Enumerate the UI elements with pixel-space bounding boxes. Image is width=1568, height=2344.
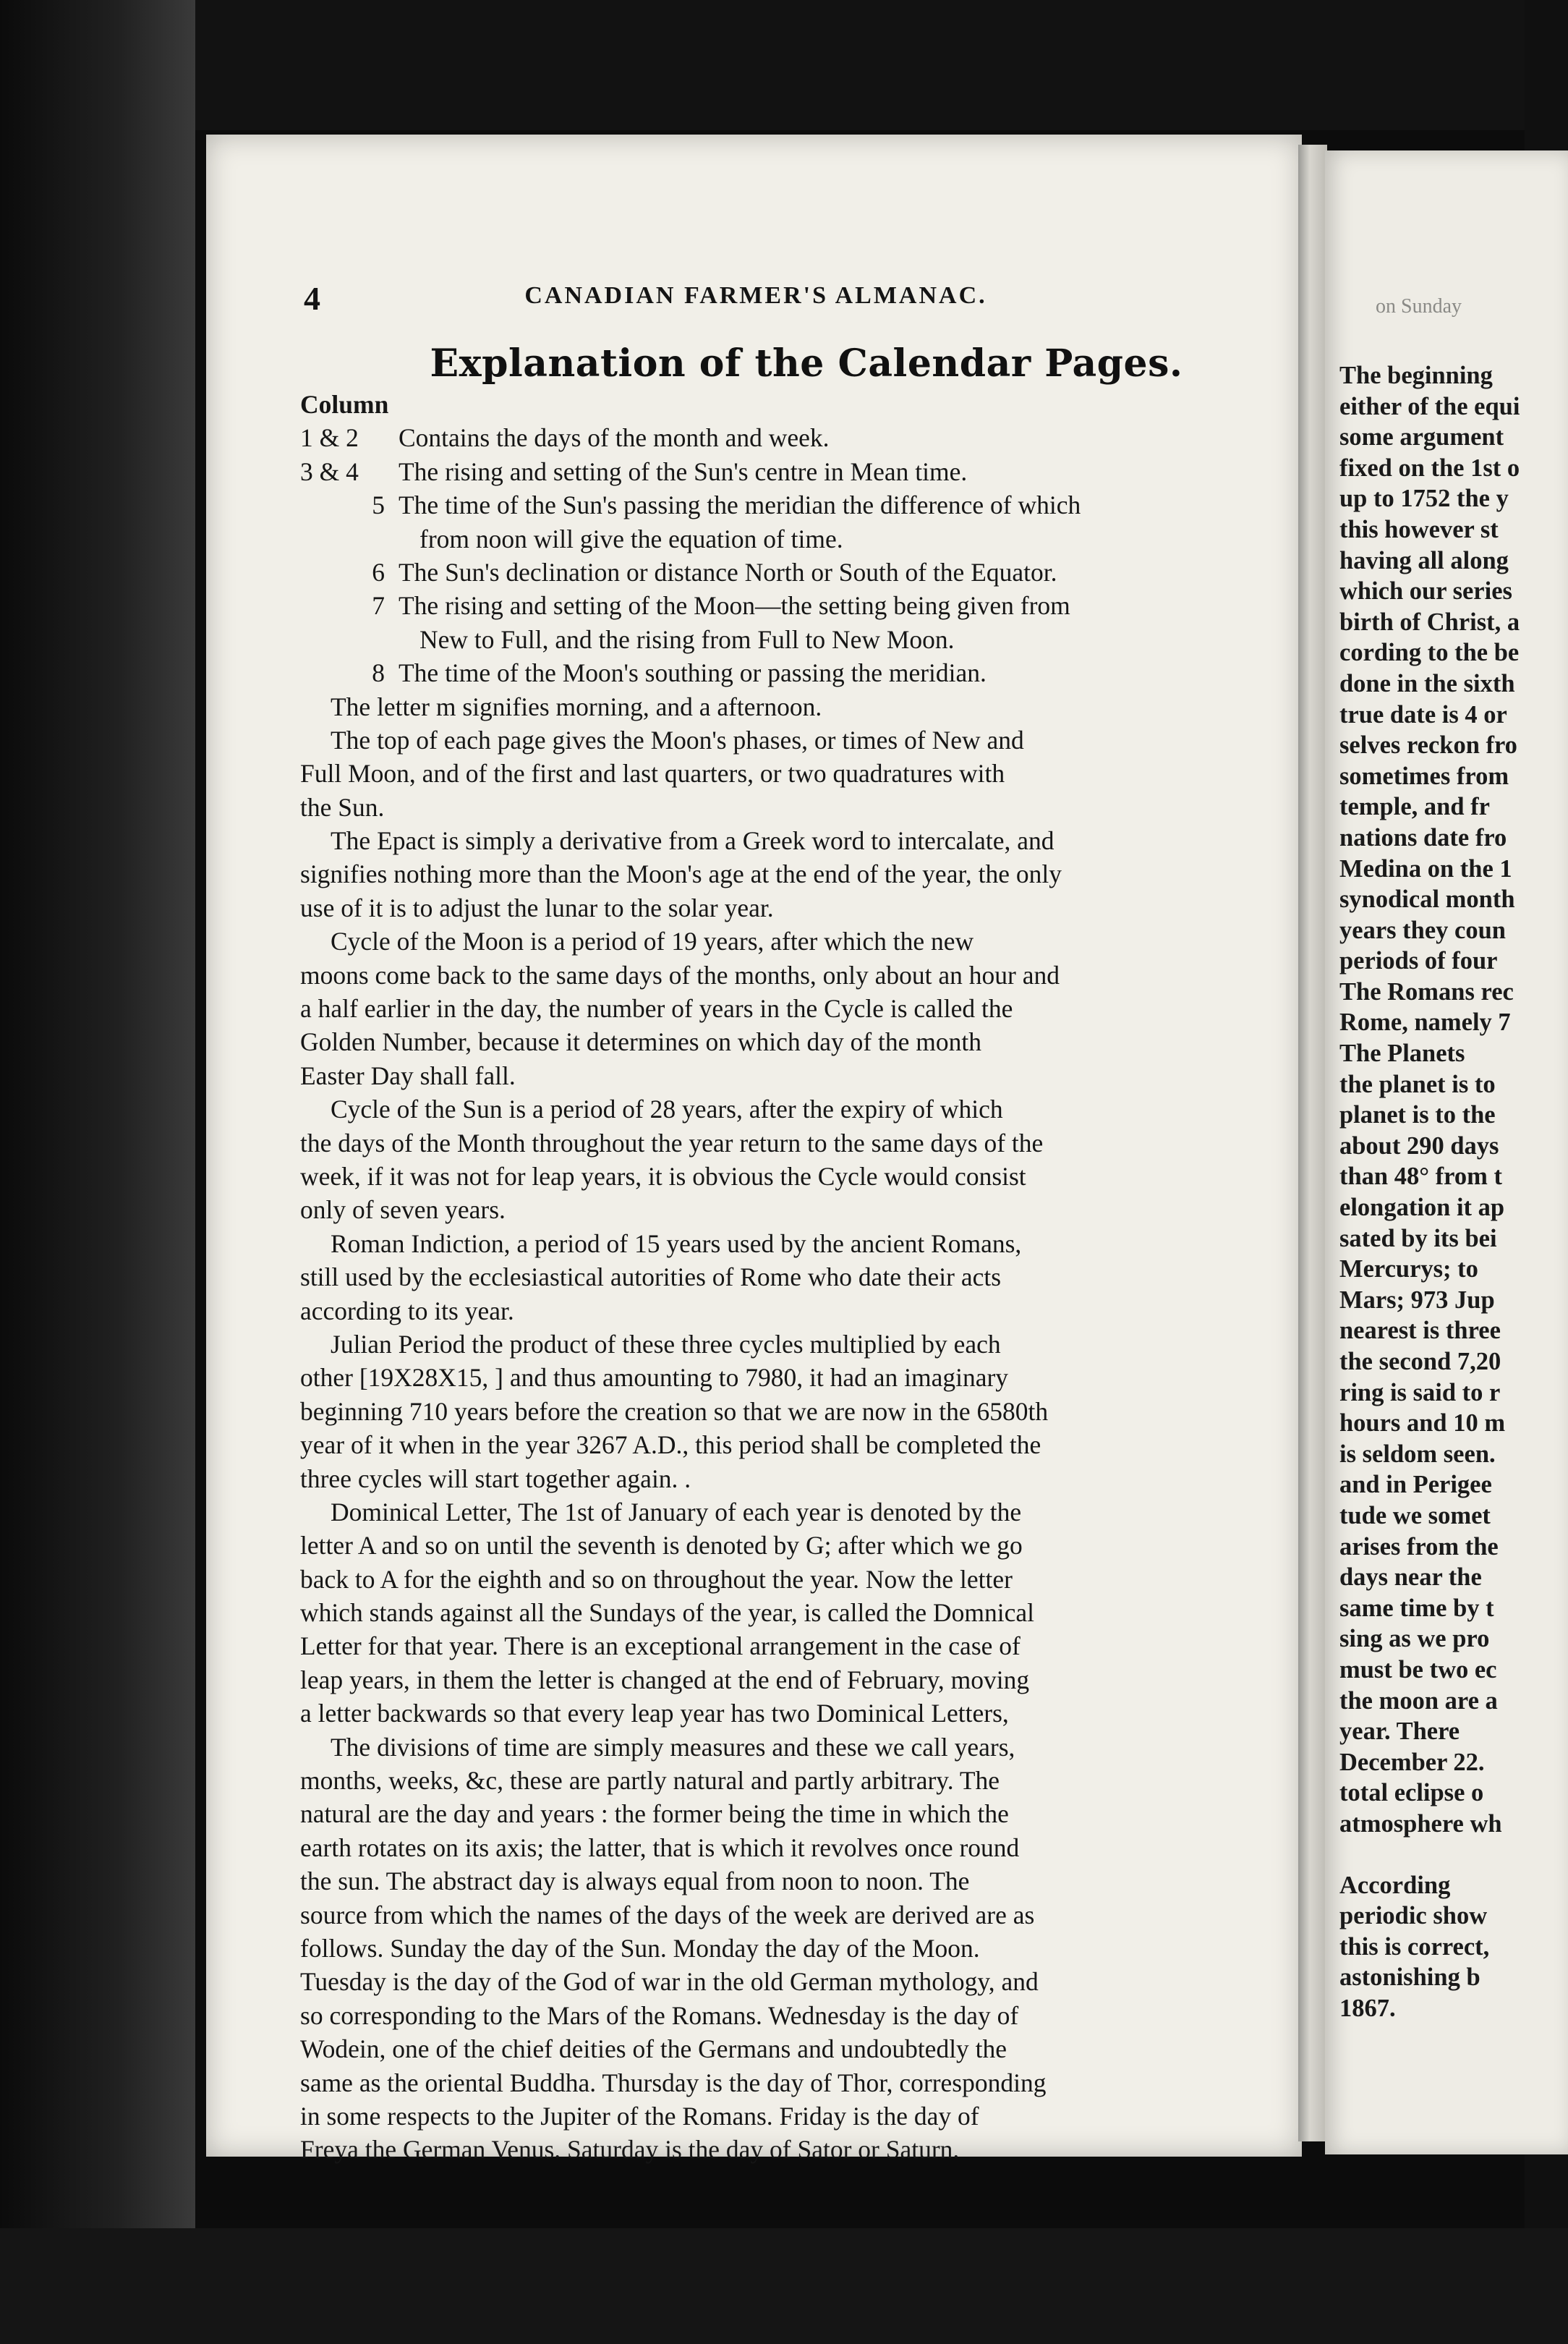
column-description: Contains the days of the month and week. bbox=[399, 423, 830, 453]
right-text-line: periodic show bbox=[1339, 1902, 1488, 1930]
text-line: only of seven years. bbox=[300, 1195, 506, 1225]
text-line: Cycle of the Sun is a period of 28 years, after the expiry of which bbox=[331, 1095, 1003, 1124]
right-page-fragment bbox=[1325, 150, 1568, 2154]
text-line: still used by the ecclesiastical autorities of Rome who date their acts bbox=[300, 1262, 1002, 1292]
text-line: back to A for the eighth and so on throughout the year. Now the letter bbox=[300, 1564, 1013, 1594]
right-text-line bbox=[1339, 1840, 1568, 1870]
text-line: The divisions of time are simply measures and these we call years, bbox=[331, 1732, 1015, 1762]
text-line: Roman Indiction, a period of 15 years used by the ancient Romans, bbox=[331, 1228, 1022, 1258]
right-page-top-text: on Sunday bbox=[1376, 295, 1462, 318]
column-number: 6 bbox=[372, 557, 385, 587]
page-header bbox=[304, 279, 1208, 323]
column-description: The Sun's declination or distance North or South of the Equator. bbox=[399, 557, 1057, 587]
right-text-line: years they coun bbox=[1339, 916, 1506, 944]
right-text-line: this is correct, bbox=[1339, 1932, 1490, 1961]
column-description: The time of the Moon's southing or passing the meridian. bbox=[399, 658, 987, 688]
text-line: year of it when in the year 3267 A.D., this period shall be completed the bbox=[300, 1430, 1041, 1460]
column-label: Column bbox=[300, 390, 389, 419]
text-line: the sun. The abstract day is always equal from noon to noon. The bbox=[300, 1867, 970, 1896]
column-row bbox=[300, 589, 1273, 622]
right-text-line: 1867. bbox=[1339, 1994, 1396, 2022]
right-text-line: Rome, namely 7 bbox=[1339, 1008, 1511, 1037]
column-row bbox=[300, 455, 1273, 488]
right-text-line: Mars; 973 Jup bbox=[1339, 1286, 1495, 1314]
body-text bbox=[300, 388, 1273, 2167]
section-heading: Explanation of the Calendar Pages. bbox=[430, 341, 1183, 386]
right-text-line: selves reckon fro bbox=[1339, 731, 1517, 760]
right-text-line: cording to the be bbox=[1339, 639, 1520, 667]
column-number: 3 & 4 bbox=[300, 457, 359, 486]
text-line: The top of each page gives the Moon's phases, or times of New and bbox=[331, 725, 1024, 755]
text-line: signifies nothing more than the Moon's age at the end of the year, the only bbox=[300, 859, 1062, 889]
text-line: the days of the Month throughout the year return to the same days of the bbox=[300, 1128, 1044, 1158]
right-text-line: sing as we pro bbox=[1339, 1625, 1490, 1653]
right-text-line: tude we somet bbox=[1339, 1501, 1491, 1529]
right-text-line: which our series bbox=[1339, 577, 1512, 606]
right-text-line: nearest is three bbox=[1339, 1317, 1501, 1345]
right-text-line: the second 7,20 bbox=[1339, 1348, 1501, 1375]
right-text-line: either of the equi bbox=[1339, 392, 1520, 420]
text-line: which stands against all the Sundays of the year, is called the Domnical bbox=[300, 1598, 1034, 1628]
text-line: earth rotates on its axis; the latter, that is which it revolves once round bbox=[300, 1833, 1020, 1862]
text-line: in some respects to the Jupiter of the Romans. Friday is the day of bbox=[300, 2101, 979, 2131]
right-text-line: arises from the bbox=[1339, 1532, 1499, 1560]
text-line: Golden Number, because it determines on which day of the month bbox=[300, 1027, 982, 1057]
right-text-line: sated by its bei bbox=[1339, 1224, 1497, 1252]
right-text-line: According bbox=[1339, 1871, 1451, 1899]
right-text-line: The Romans rec bbox=[1339, 977, 1514, 1006]
left-page bbox=[206, 135, 1302, 2165]
right-text-line: this however st bbox=[1339, 515, 1499, 543]
right-text-line: astonishing b bbox=[1339, 1963, 1480, 1992]
text-line: a letter backwards so that every leap year has two Dominical Letters, bbox=[300, 1699, 1009, 1728]
right-text-line: planet is to the bbox=[1339, 1101, 1496, 1129]
page-gutter bbox=[1298, 145, 1327, 2141]
right-text-line: year. There bbox=[1339, 1717, 1460, 1746]
text-line: Dominical Letter, The 1st of January of each year is denoted by the bbox=[331, 1497, 1022, 1526]
film-border-bottom bbox=[0, 2228, 1568, 2344]
column-number: 1 & 2 bbox=[300, 423, 359, 453]
column-row bbox=[300, 556, 1273, 589]
text-line: so corresponding to the Mars of the Romans. Wednesday is the day of bbox=[300, 2000, 1019, 2030]
right-text-line: days near the bbox=[1339, 1563, 1482, 1592]
text-line: Cycle of the Moon is a period of 19 years, after which the new bbox=[331, 927, 974, 956]
right-text-line: is seldom seen. bbox=[1339, 1440, 1496, 1468]
text-line: The Epact is simply a derivative from a Greek word to intercalate, and bbox=[331, 826, 1054, 856]
text-line: other [19X28X15, ] and thus amounting to 7980, it had an imaginary bbox=[300, 1363, 1009, 1393]
text-line: week, if it was not for leap years, it is obvious the Cycle would consist bbox=[300, 1161, 1026, 1191]
column-number: 5 bbox=[372, 491, 385, 520]
right-text-line: and in Perigee bbox=[1339, 1471, 1492, 1499]
text-line: Freya the German Venus. Saturday is the day of Sator or Saturn. bbox=[300, 2135, 960, 2165]
text-line: months, weeks, &c, these are partly natural and partly arbitrary. The bbox=[300, 1766, 1000, 1796]
column-description-continued: from noon will give the equation of time. bbox=[419, 524, 843, 553]
right-text-line: done in the sixth bbox=[1339, 669, 1515, 697]
text-line: Tuesday is the day of the God of war in the old German mythology, and bbox=[300, 1967, 1039, 1997]
right-text-line: atmosphere wh bbox=[1339, 1809, 1502, 1838]
right-text-line: some argument bbox=[1339, 423, 1504, 451]
column-number: 8 bbox=[372, 658, 385, 688]
text-line: use of it is to adjust the lunar to the solar year. bbox=[300, 893, 774, 922]
right-text-line: fixed on the 1st o bbox=[1339, 454, 1520, 482]
column-description: The rising and setting of the Moon—the setting being given from bbox=[399, 591, 1070, 621]
column-number: 7 bbox=[372, 591, 385, 621]
column-row bbox=[300, 421, 1273, 454]
right-text-line: same time by t bbox=[1339, 1594, 1494, 1622]
text-line: Easter Day shall fall. bbox=[300, 1061, 516, 1090]
text-line: a half earlier in the day, the number of years in the Cycle is called the bbox=[300, 994, 1013, 1024]
column-description: The rising and setting of the Sun's centre in Mean time. bbox=[399, 457, 968, 486]
column-row bbox=[300, 488, 1273, 522]
right-text-line: true date is 4 or bbox=[1339, 700, 1507, 729]
right-text-line: up to 1752 the y bbox=[1339, 485, 1509, 513]
page-number: 4 bbox=[304, 280, 320, 317]
film-border-left bbox=[0, 0, 195, 2344]
text-line: same as the oriental Buddha. Thursday is the day of Thor, corresponding bbox=[300, 2068, 1047, 2097]
right-text-line: Medina on the 1 bbox=[1339, 854, 1512, 883]
right-text-line: ring is said to r bbox=[1339, 1378, 1501, 1406]
right-text-line: December 22. bbox=[1339, 1748, 1485, 1776]
text-line: letter A and so on until the seventh is denoted by G; after which we go bbox=[300, 1531, 1023, 1560]
text-line: natural are the day and years : the former being the time in which the bbox=[300, 1799, 1009, 1829]
column-description: The time of the Sun's passing the meridian the difference of which bbox=[399, 491, 1081, 520]
text-line: Julian Period the product of these three cycles multiplied by each bbox=[331, 1329, 1001, 1359]
right-text-line: birth of Christ, a bbox=[1339, 608, 1520, 636]
column-row bbox=[300, 656, 1273, 689]
right-text-line: total eclipse o bbox=[1339, 1779, 1484, 1807]
right-text-line: nations date fro bbox=[1339, 823, 1507, 852]
column-description-continued: New to Full, and the rising from Full to New Moon. bbox=[419, 624, 955, 654]
right-text-line: The beginning bbox=[1339, 362, 1493, 389]
right-text-line: synodical month bbox=[1339, 886, 1515, 914]
text-line: The letter m signifies morning, and a afternoon. bbox=[331, 692, 822, 721]
text-line: leap years, in them the letter is changed at the end of February, moving bbox=[300, 1665, 1030, 1694]
right-text-line: the planet is to bbox=[1339, 1070, 1496, 1098]
right-text-line: hours and 10 m bbox=[1339, 1409, 1506, 1438]
text-line: Wodein, one of the chief deities of the Germans and undoubtedly the bbox=[300, 2034, 1007, 2064]
text-line: follows. Sunday the day of the Sun. Monday the day of the Moon. bbox=[300, 1933, 980, 1963]
right-text-line: sometimes from bbox=[1339, 762, 1509, 790]
text-line: the Sun. bbox=[300, 792, 385, 822]
text-line: Letter for that year. There is an exceptional arrangement in the case of bbox=[300, 1631, 1021, 1661]
right-text-line: than 48° from t bbox=[1339, 1163, 1502, 1191]
film-border-top bbox=[0, 0, 1568, 130]
text-line: three cycles will start together again. . bbox=[300, 1464, 691, 1493]
text-line: source from which the names of the days of the week are derived are as bbox=[300, 1900, 1035, 1929]
text-line: Full Moon, and of the first and last quarters, or two quadratures with bbox=[300, 759, 1005, 789]
right-text-line: about 290 days bbox=[1339, 1131, 1499, 1160]
right-text-line: having all along bbox=[1339, 546, 1509, 574]
right-text-line: elongation it ap bbox=[1339, 1194, 1505, 1222]
paragraph-lines bbox=[300, 690, 1273, 2167]
text-line: moons come back to the same days of the months, only about an hour and bbox=[300, 960, 1060, 990]
text-line: according to its year. bbox=[300, 1296, 514, 1325]
right-page-text bbox=[1339, 360, 1568, 2024]
text-line: beginning 710 years before the creation so that we are now in the 6580th bbox=[300, 1396, 1049, 1426]
right-text-line: temple, and fr bbox=[1339, 793, 1490, 821]
right-text-line: Mercurys; to bbox=[1339, 1255, 1478, 1283]
right-text-line: must be two ec bbox=[1339, 1655, 1497, 1683]
right-text-line: The Planets bbox=[1339, 1040, 1465, 1068]
running-title: CANADIAN FARMER'S ALMANAC. bbox=[524, 282, 987, 309]
right-text-line: periods of four bbox=[1339, 947, 1498, 975]
right-text-line: the moon are a bbox=[1339, 1686, 1498, 1715]
